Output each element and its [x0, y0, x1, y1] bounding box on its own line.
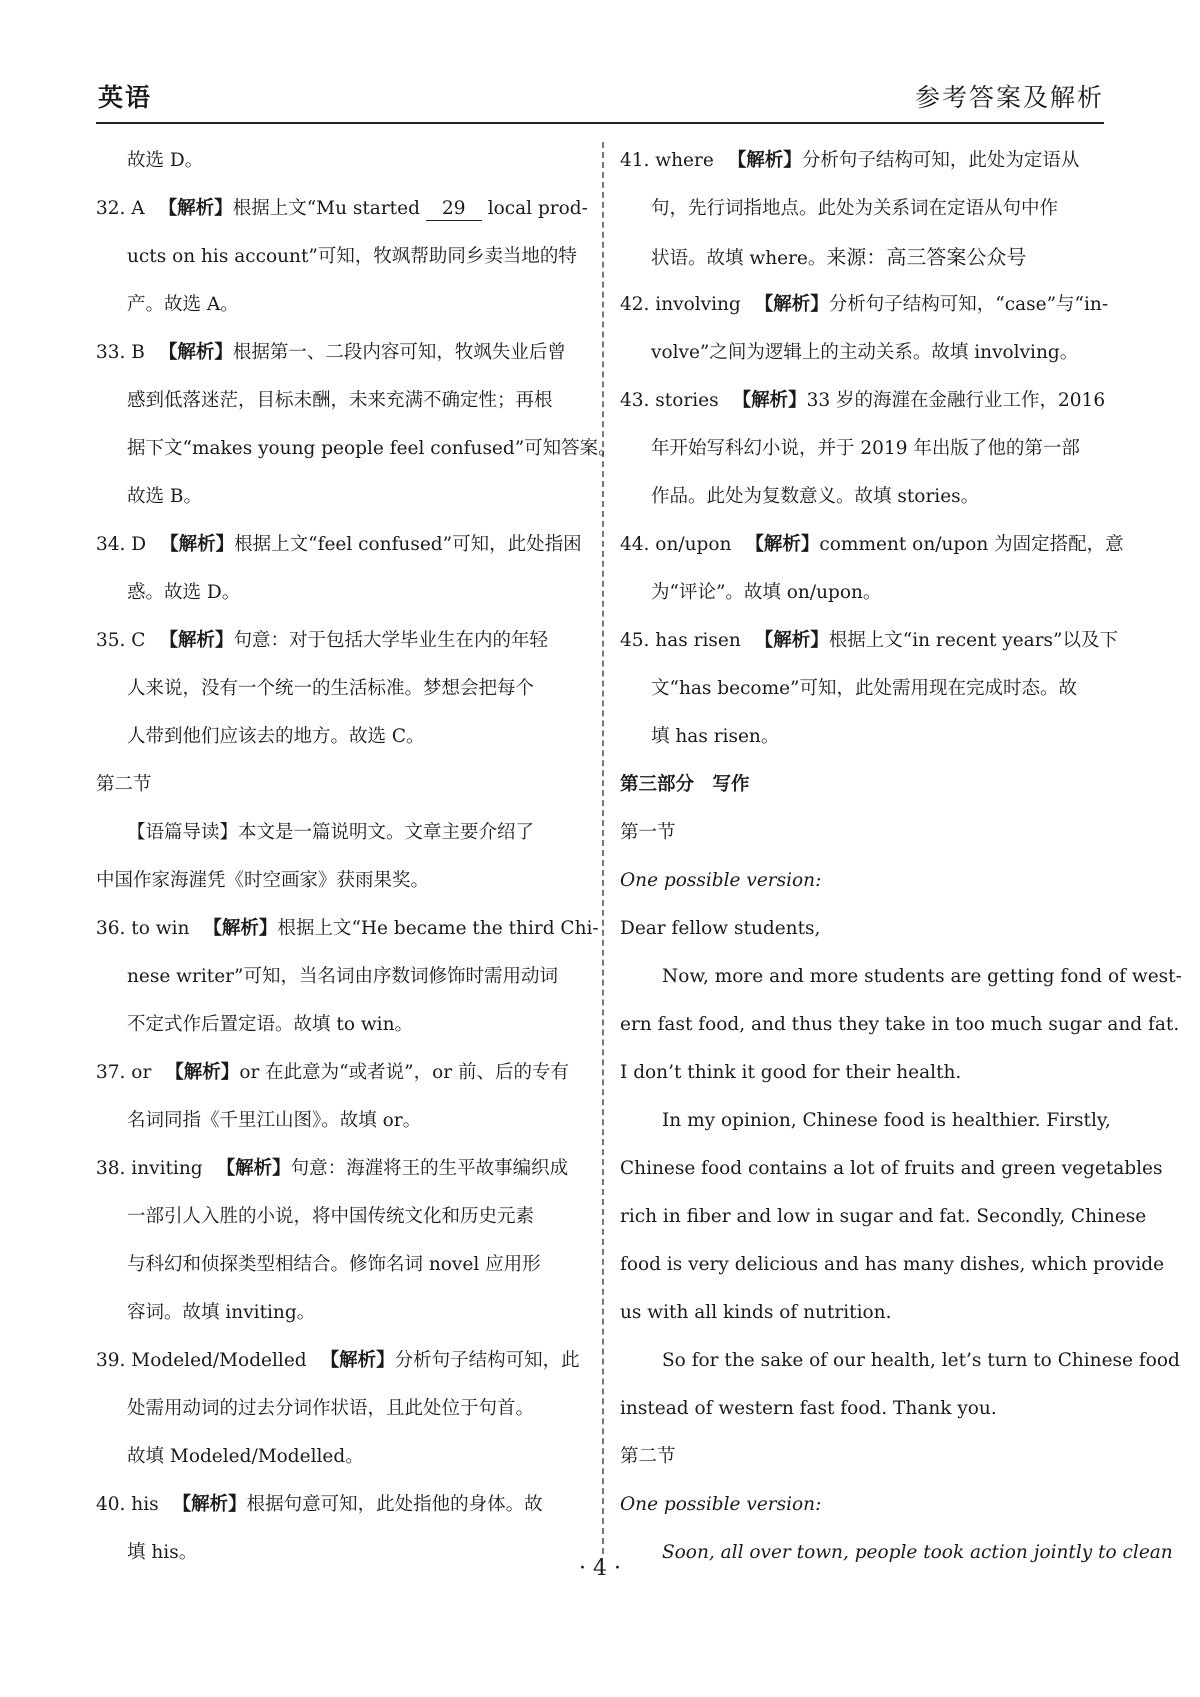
essay-line: So for the sake of our health, let’s turn to Chinese food — [662, 1350, 1180, 1371]
text-line: 填 his。 — [127, 1542, 198, 1563]
text-line: volve”之间为逻辑上的主动关系。故填 involving。 — [651, 342, 1079, 363]
essay-line: instead of western fast food. Thank you. — [620, 1398, 997, 1419]
essay-line: us with all kinds of nutrition. — [620, 1302, 892, 1323]
essay-line: I don’t think it good for their health. — [620, 1062, 962, 1083]
text-line: 名词同指《千里江山图》。故填 or。 — [127, 1110, 422, 1131]
answer-38: 38. inviting 【解析】句意：海漄将王的生平故事编织成 — [96, 1158, 569, 1179]
essay-line: rich in fiber and low in sugar and fat. Secondly, Chinese — [620, 1206, 1147, 1227]
header-rule — [96, 122, 1104, 124]
essay-line: Chinese food contains a lot of fruits and green vegetables — [620, 1158, 1163, 1179]
section-heading: 第二节 — [96, 774, 152, 795]
text-line: 作品。此处为复数意义。故填 stories。 — [651, 486, 980, 507]
left-column — [96, 137, 617, 1577]
text-line: 为“评论”。故填 on/upon。 — [651, 582, 882, 603]
essay-line: Dear fellow students, — [620, 918, 821, 939]
essay-line: food is very delicious and has many dishes, which provide — [620, 1254, 1165, 1275]
text-line: 年开始写科幻小说，并于 2019 年出版了他的第一部 — [651, 438, 1080, 459]
version-label: One possible version: — [620, 870, 822, 891]
subject-label: 英语 — [98, 83, 153, 112]
text-line: 据下文“makes young people feel confused”可知答案。 — [127, 438, 617, 459]
text-line: nese writer”可知，当名词由序数词修饰时需用动词 — [127, 966, 558, 987]
essay-line: ern fast food, and thus they take in too much sugar and fat. — [620, 1014, 1180, 1035]
text-line: 文“has become”可知，此处需用现在完成时态。故 — [651, 678, 1078, 699]
text-line: 故填 Modeled/Modelled。 — [127, 1446, 364, 1467]
text-line: 填 has risen。 — [651, 726, 780, 747]
answer-35: 35. C 【解析】句意：对于包括大学毕业生在内的年轻 — [96, 630, 548, 651]
section-title: 参考答案及解析 — [914, 83, 1104, 112]
text-line: 人带到他们应该去的地方。故选 C。 — [127, 726, 425, 747]
text-line: 状语。故填 where。来源：高三答案公众号 — [651, 245, 1027, 269]
section-heading: 第一节 — [620, 822, 676, 843]
essay-line: In my opinion, Chinese food is healthier. Firstly, — [662, 1110, 1111, 1131]
text-line: 句，先行词指地点。此处为关系词在定语从句中作 — [651, 198, 1059, 219]
section-heading: 第二节 — [620, 1446, 676, 1467]
text-line: 不定式作后置定语。故填 to win。 — [127, 1014, 414, 1035]
text-line: 容词。故填 inviting。 — [127, 1302, 316, 1323]
text-line: 感到低落迷茫，目标未酬，未来充满不确定性；再根 — [127, 390, 553, 411]
answer-34: 34. D 【解析】根据上文“feel confused”可知，此处指困 — [96, 534, 582, 555]
essay-line: Soon, all over town, people took action jointly to clean — [662, 1542, 1173, 1563]
text-line: 人来说，没有一个统一的生活标准。梦想会把每个 — [127, 678, 535, 699]
text-line: 中国作家海漄凭《时空画家》获雨果奖。 — [96, 870, 430, 891]
answer-40: 40. his 【解析】根据句意可知，此处指他的身体。故 — [96, 1494, 543, 1515]
answer-43: 43. stories 【解析】33 岁的海漄在金融行业工作，2016 — [620, 390, 1106, 411]
text-line: 惑。故选 D。 — [127, 582, 241, 603]
blank-29: 29 — [426, 198, 482, 221]
answer-32: 32. A 【解析】根据上文“Mu started 29 local prod- — [96, 198, 588, 219]
essay-line: Now, more and more students are getting fond of west- — [662, 966, 1182, 987]
text-line: 故选 B。 — [127, 486, 202, 507]
text-line: 与科幻和侦探类型相结合。修饰名词 novel 应用形 — [127, 1254, 541, 1275]
part-heading: 第三部分 写作 — [620, 774, 750, 795]
right-column — [620, 137, 1182, 1577]
passage-guide: 【语篇导读】本文是一篇说明文。文章主要介绍了 — [127, 822, 535, 843]
answer-42: 42. involving 【解析】分析句子结构可知，“case”与“in- — [620, 294, 1109, 315]
answer-36: 36. to win 【解析】根据上文“He became the third Chi- — [96, 918, 599, 939]
answer-45: 45. has risen 【解析】根据上文“in recent years”以及下 — [620, 630, 1118, 651]
text-line: ucts on his account”可知，牧飒帮助同乡卖当地的特 — [127, 246, 577, 267]
column-divider — [602, 142, 604, 1554]
source-watermark: 来源：高三答案公众号 — [826, 245, 1027, 269]
answer-44: 44. on/upon 【解析】comment on/upon 为固定搭配，意 — [620, 534, 1124, 555]
answer-33: 33. B 【解析】根据第一、二段内容可知，牧飒失业后曾 — [96, 342, 566, 363]
text-line: 处需用动词的过去分词作状语，且此处位于句首。 — [127, 1398, 535, 1419]
text-line: 故选 D。 — [127, 150, 204, 171]
text-line: 产。故选 A。 — [127, 294, 239, 315]
text-line: 一部引人入胜的小说，将中国传统文化和历史元素 — [127, 1206, 535, 1227]
answer-39: 39. Modeled/Modelled 【解析】分析句子结构可知，此 — [96, 1350, 580, 1371]
version-label: One possible version: — [620, 1494, 822, 1515]
page-header — [96, 78, 1104, 116]
page-number: · 4 · — [579, 1556, 621, 1581]
answer-41: 41. where 【解析】分析句子结构可知，此处为定语从 — [620, 150, 1080, 171]
answer-37: 37. or 【解析】or 在此意为“或者说”，or 前、后的专有 — [96, 1062, 569, 1083]
